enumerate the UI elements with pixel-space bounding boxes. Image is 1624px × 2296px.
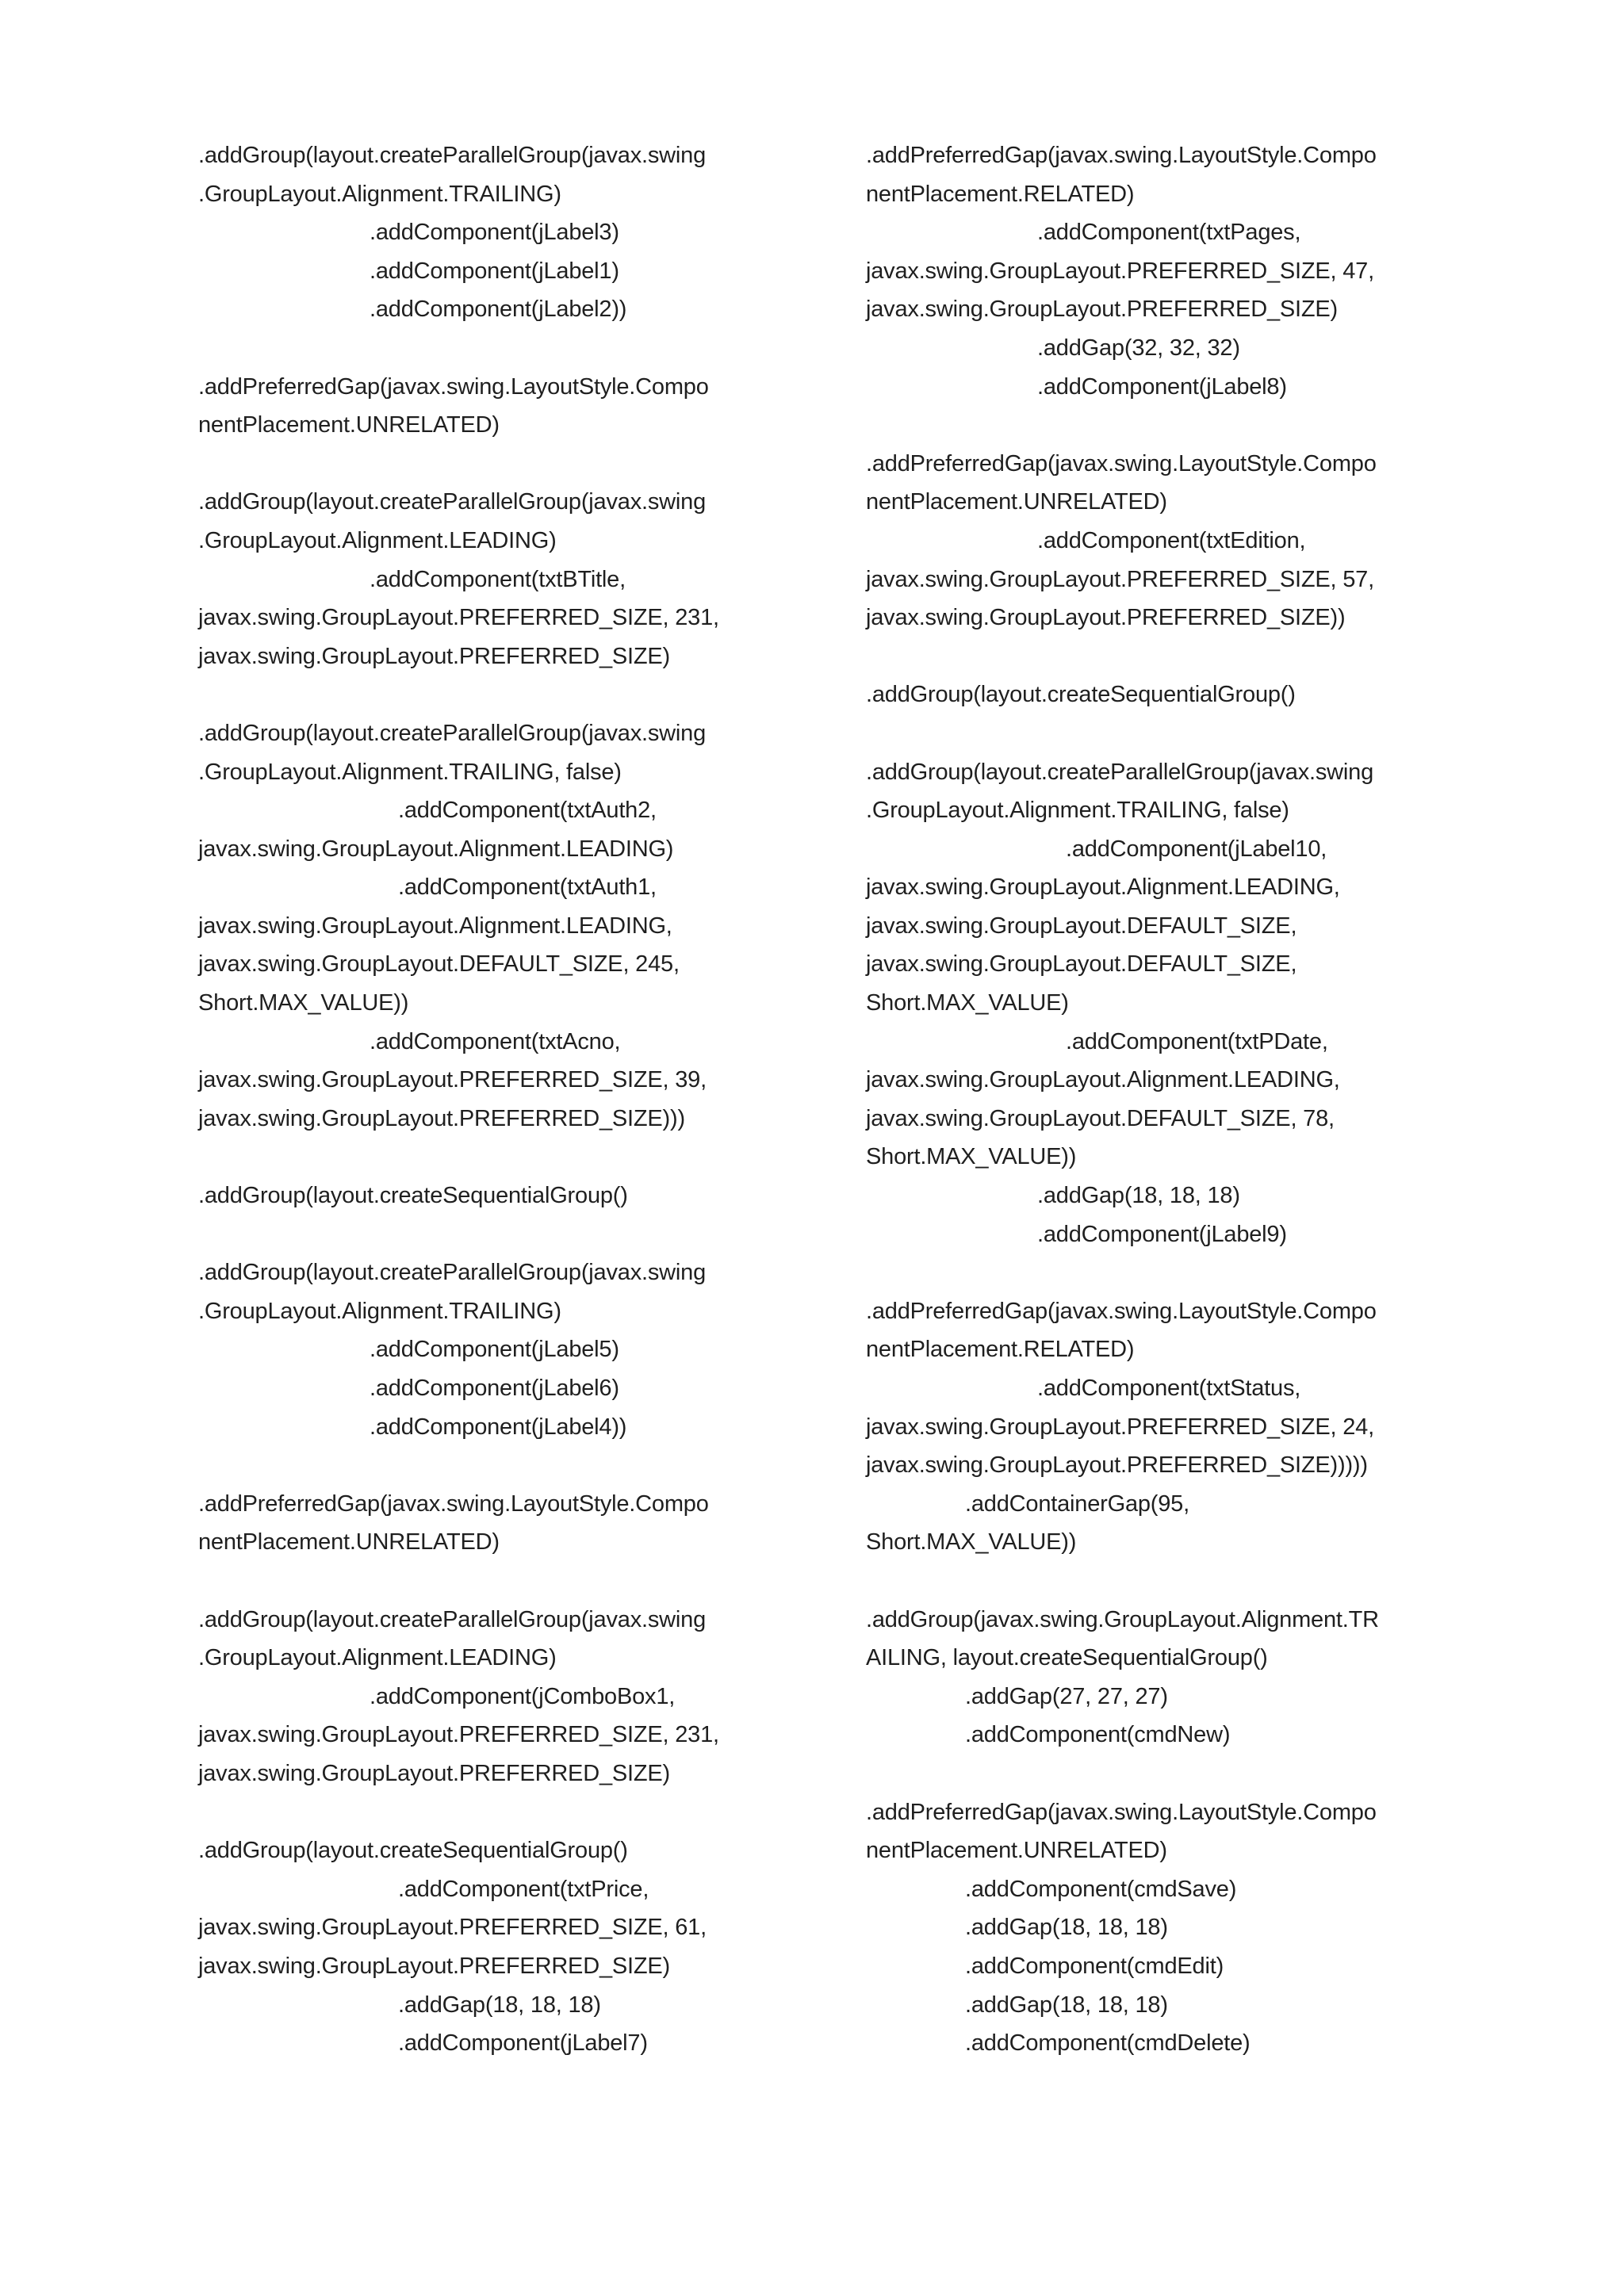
blank-line [866,1755,1548,1793]
code-line: .addPreferredGap(javax.swing.LayoutStyle.Compo [866,143,1377,168]
code-line: .addGroup(javax.swing.GroupLayout.Alignment.TR [866,1606,1379,1632]
code-line: .addComponent(jLabel4)) [370,1414,627,1440]
code-line: javax.swing.GroupLayout.DEFAULT_SIZE, 78, [866,1105,1335,1131]
code-line: .addComponent(jComboBox1, [370,1683,676,1709]
blank-line [198,1138,880,1177]
code-line: .addComponent(cmdDelete) [965,2030,1251,2057]
blank-line [198,1562,880,1601]
code-line: javax.swing.GroupLayout.PREFERRED_SIZE) [198,1953,670,1979]
blank-line [198,1446,880,1485]
code-line: .addComponent(jLabel8) [1037,373,1287,400]
code-line: .GroupLayout.Alignment.TRAILING, false) [866,798,1289,824]
code-line: nentPlacement.UNRELATED) [866,1838,1167,1864]
code-line: nentPlacement.UNRELATED) [198,1529,500,1556]
code-line: javax.swing.GroupLayout.PREFERRED_SIZE) [866,297,1338,323]
code-line: .addPreferredGap(javax.swing.LayoutStyle.Compo [198,373,709,400]
code-line: .addComponent(jLabel5) [370,1337,619,1363]
code-line: .addGroup(layout.createSequentialGroup() [198,1838,628,1864]
code-line: .addComponent(jLabel1) [370,258,619,284]
left-code-column [198,136,880,2063]
code-line: .addPreferredGap(javax.swing.LayoutStyle.Compo [198,1490,709,1517]
code-line: .addGroup(layout.createParallelGroup(javax.swing [198,1260,707,1286]
code-line: javax.swing.GroupLayout.Alignment.LEADING, [198,913,672,939]
code-line: .addGroup(layout.createParallelGroup(javax.swing [198,1606,707,1632]
code-line: javax.swing.GroupLayout.PREFERRED_SIZE, 231, [198,605,719,631]
code-line: .addComponent(cmdSave) [965,1876,1237,1902]
code-line: .addComponent(jLabel2)) [370,297,627,323]
right-code-column [866,136,1548,2063]
code-line: .addComponent(jLabel7) [398,2030,648,2057]
code-line: javax.swing.GroupLayout.Alignment.LEADING) [198,836,674,862]
code-line: .addGroup(layout.createParallelGroup(javax.swing [866,759,1374,785]
code-line: .addPreferredGap(javax.swing.LayoutStyle.Compo [866,450,1377,476]
code-line: .addComponent(jLabel6) [370,1376,619,1401]
code-line: .addContainerGap(95, [965,1490,1189,1517]
code-line: javax.swing.GroupLayout.DEFAULT_SIZE, 245, [198,951,680,978]
code-line: .addGap(18, 18, 18) [965,1915,1168,1941]
code-line: javax.swing.GroupLayout.Alignment.LEADING, [866,1067,1340,1093]
code-line: javax.swing.GroupLayout.DEFAULT_SIZE, [866,913,1297,939]
blank-line [866,406,1548,445]
code-line: javax.swing.GroupLayout.PREFERRED_SIZE, 24, [866,1414,1374,1440]
code-line: nentPlacement.UNRELATED) [866,489,1167,515]
blank-line [866,1253,1548,1292]
blank-line [198,329,880,368]
code-line: javax.swing.GroupLayout.PREFERRED_SIZE, 57, [866,566,1374,592]
code-line: Short.MAX_VALUE)) [198,990,409,1016]
blank-line [866,1562,1548,1601]
code-line: .addComponent(txtAuth1, [398,874,657,901]
code-line: .addComponent(cmdNew) [965,1722,1231,1748]
blank-line [866,714,1548,753]
blank-line [198,675,880,714]
code-line: .addGap(27, 27, 27) [965,1683,1168,1709]
code-line: .addGap(32, 32, 32) [1037,335,1240,361]
code-line: javax.swing.GroupLayout.PREFERRED_SIZE))) [198,1105,685,1131]
code-line: javax.swing.GroupLayout.PREFERRED_SIZE) [198,1760,670,1786]
code-line: Short.MAX_VALUE)) [866,1529,1077,1556]
code-line: javax.swing.GroupLayout.PREFERRED_SIZE)) [866,605,1346,631]
code-line: .addComponent(txtPages, [1037,220,1301,246]
blank-line [866,637,1548,676]
code-line: .GroupLayout.Alignment.LEADING) [198,1645,557,1671]
code-line: .GroupLayout.Alignment.TRAILING) [198,181,561,207]
code-line: .addComponent(txtStatus, [1037,1376,1301,1401]
code-line: .addComponent(txtAcno, [370,1028,621,1054]
code-line: .addComponent(txtBTitle, [370,566,626,592]
code-line: nentPlacement.UNRELATED) [198,412,500,438]
code-line: .addComponent(txtEdition, [1037,527,1306,553]
code-line: .addGroup(layout.createSequentialGroup() [198,1183,628,1209]
code-line: .addGap(18, 18, 18) [965,1992,1168,2018]
blank-line [198,445,880,484]
code-line: javax.swing.GroupLayout.PREFERRED_SIZE, 231, [198,1722,719,1748]
code-line: nentPlacement.RELATED) [866,181,1135,207]
code-line: javax.swing.GroupLayout.PREFERRED_SIZE) [198,643,670,669]
code-line: .addPreferredGap(javax.swing.LayoutStyle.Compo [866,1298,1377,1324]
code-line: .addComponent(txtAuth2, [398,798,657,824]
code-line: .addComponent(cmdEdit) [965,1953,1224,1979]
blank-line [198,1215,880,1254]
code-line: javax.swing.GroupLayout.PREFERRED_SIZE, 39, [198,1067,707,1093]
code-line: javax.swing.GroupLayout.DEFAULT_SIZE, [866,951,1297,978]
code-line: .addComponent(txtPDate, [1066,1028,1328,1054]
code-line: javax.swing.GroupLayout.PREFERRED_SIZE, 61, [198,1915,707,1941]
code-line: .GroupLayout.Alignment.LEADING) [198,527,557,553]
code-line: javax.swing.GroupLayout.PREFERRED_SIZE))))) [866,1452,1368,1479]
code-line: .addGap(18, 18, 18) [398,1992,601,2018]
code-line: AILING, layout.createSequentialGroup() [866,1645,1268,1671]
code-line: .addGroup(layout.createParallelGroup(javax.swing [198,720,707,746]
code-line: .addGroup(layout.createSequentialGroup() [866,682,1296,708]
code-line: javax.swing.GroupLayout.Alignment.LEADING, [866,874,1340,901]
code-line: javax.swing.GroupLayout.PREFERRED_SIZE, 47, [866,258,1374,284]
code-line: .addPreferredGap(javax.swing.LayoutStyle.Compo [866,1799,1377,1825]
code-line: .addComponent(jLabel3) [370,220,619,246]
code-line: Short.MAX_VALUE) [866,990,1069,1016]
code-line: .addGroup(layout.createParallelGroup(javax.swing [198,143,707,168]
code-line: .GroupLayout.Alignment.TRAILING) [198,1298,561,1324]
code-line: Short.MAX_VALUE)) [866,1144,1077,1170]
code-line: .GroupLayout.Alignment.TRAILING, false) [198,759,622,785]
code-line: .addComponent(jLabel10, [1066,836,1327,862]
code-line: .addComponent(jLabel9) [1037,1221,1287,1247]
blank-line [198,1793,880,1832]
code-line: .addGroup(layout.createParallelGroup(javax.swing [198,489,707,515]
code-line: .addComponent(txtPrice, [398,1876,649,1902]
code-line: .addGap(18, 18, 18) [1037,1183,1240,1209]
code-line: nentPlacement.RELATED) [866,1337,1135,1363]
